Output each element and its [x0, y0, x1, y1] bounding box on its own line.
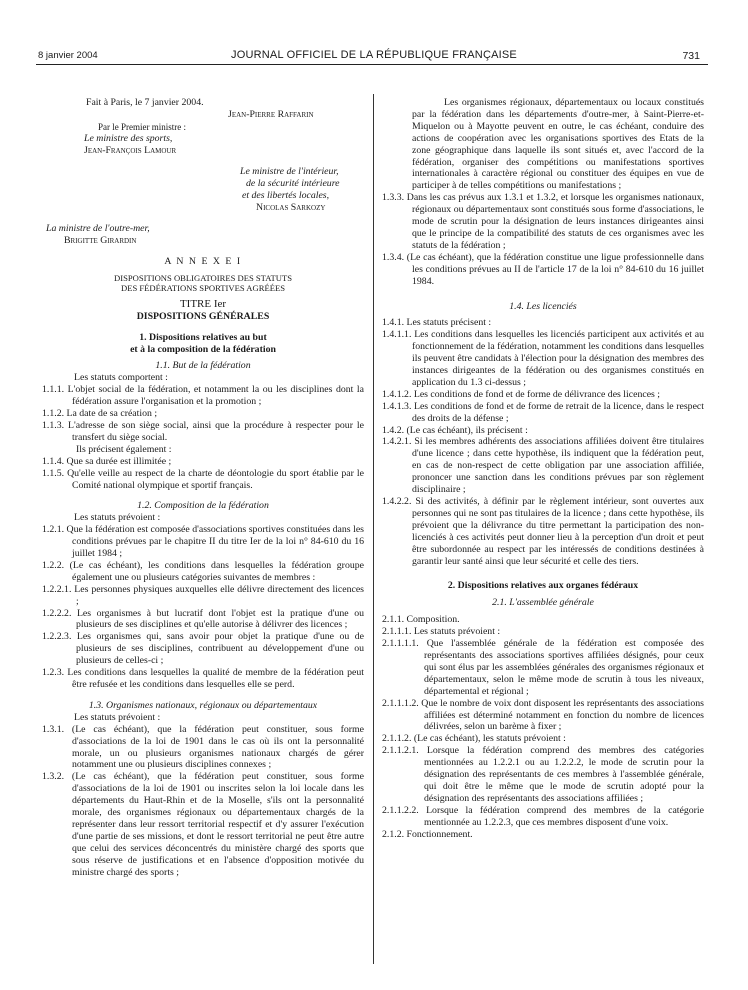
- section-1-1-intro: Les statuts comportent :: [74, 372, 168, 384]
- titre-subtitle: DISPOSITIONS GÉNÉRALES: [136, 310, 270, 322]
- section-1-2-title: 1.2. Composition de la fédération: [137, 500, 269, 512]
- article-1-1-5: 1.1.5. Qu'elle veille au respect de la charte de déontologie du sport établie par le Comité national olympique et sportif français.: [42, 467, 364, 491]
- article-1-4-1-3: 1.4.1.3. Les conditions de fond et de forme de retrait de la licence, dans le respect des droits de la défense ;: [382, 400, 704, 424]
- section-1-1-title: 1.1. But de la fédération: [155, 360, 251, 372]
- left-column: [42, 97, 364, 879]
- column-divider: [373, 94, 374, 964]
- minister-interior-name: Nicolas Sarkozy: [256, 201, 326, 213]
- journal-title: JOURNAL OFFICIEL DE LA RÉPUBLIQUE FRANÇAISE: [231, 49, 517, 61]
- titre-heading: TITRE Ier: [179, 297, 227, 310]
- par-premier-ministre: Par le Premier ministre :: [98, 121, 186, 132]
- minister-interior-title-1: Le ministre de l'intérieur,: [240, 165, 339, 177]
- article-1-4-1: 1.4.1. Les statuts précisent :: [382, 317, 492, 329]
- section-1-1-intro-2: Ils précisent également :: [76, 443, 172, 455]
- article-1-1-1: 1.1.1. L'objet social de la fédération, et notamment la ou les disciplines dont la fédération assure l'organisation et la promotion ;: [42, 384, 364, 408]
- section-1-title-line1: 1. Dispositions relatives au but: [139, 331, 267, 343]
- section-2-title: 2. Dispositions relatives aux organes fédéraux: [447, 580, 639, 592]
- minister-interior-title-2: de la sécurité intérieure: [246, 177, 340, 189]
- section-2-1-title: 2.1. L'assemblée générale: [492, 597, 594, 609]
- section-1-title-line2: et à la composition de la fédération: [130, 343, 276, 355]
- article-1-2-2-2: 1.2.2.2. Les organismes à but lucratif dont l'objet est la pratique d'une ou plusieurs de ses disciplines et qu'elle autorise à délivrer des licences ;: [42, 607, 364, 631]
- article-2-1-1: 2.1.1. Composition.: [382, 614, 460, 626]
- article-1-4-1-2: 1.4.1.2. Les conditions de fond et de forme de délivrance des licences ;: [382, 388, 661, 400]
- page-number: 731: [682, 50, 700, 62]
- article-1-1-4: 1.1.4. Que sa durée est illimitée ;: [42, 455, 172, 467]
- signature-date: Fait à Paris, le 7 janvier 2004.: [86, 97, 204, 108]
- article-1-3-3: 1.3.3. Dans les cas prévus aux 1.3.1 et 1.3.2, et lorsque les organismes nationaux, régionaux ou départementaux sont constitués sous forme d'associations, le mode de scrutin pour la désignation de leurs instances dirigeantes ainsi que le principe de la compatibilité des statuts de ces organismes avec les statuts de la fédération ;: [382, 192, 704, 251]
- section-1-3-title: 1.3. Organismes nationaux, régionaux ou départementaux: [88, 699, 318, 711]
- section-1-3-intro: Les statuts prévoient :: [74, 711, 161, 723]
- annexe-subtitle-1: DISPOSITIONS OBLIGATOIRES DES STATUTS: [114, 272, 292, 283]
- article-1-4-2: 1.4.2. (Le cas échéant), ils précisent :: [382, 424, 528, 436]
- minister-outremer-name: Brigitte Girardin: [64, 234, 137, 246]
- article-1-3-2: 1.3.2. (Le cas échéant), que la fédération peut constituer, sous forme d'associations de la loi de 1901 ou inscrites selon la loi locale dans les départements du Haut-Rhin et de la Moselle, s'ils ont la personnalité morale, des organismes régionaux ou départementaux chargés de la représenter dans leur ressort territorial respectif et d'y assurer l'exécution d'une partie de ses missions, et dont le ressort territorial ne peut être autre que celui des services déconcentrés du ministère chargé des sports que sous réserve de justifications et en l'absence d'opposition motivée du ministre chargé des sports ;: [42, 771, 364, 878]
- minister-sports-name: Jean-François Lamour: [84, 144, 177, 156]
- article-2-1-1-2-2: 2.1.1.2.2. Lorsque la fédération comprend des membres de la catégorie mentionnée au 1.2.2.3, que ces membres disposent d'une voix.: [382, 804, 704, 828]
- article-1-2-2-3: 1.2.2.3. Les organismes qui, sans avoir pour objet la pratique d'une ou de plusieurs de ses disciplines, contribuent au développement d'une ou plusieurs de celles-ci ;: [42, 631, 364, 667]
- pm-name: Jean-Pierre Raffarin: [228, 108, 314, 120]
- article-1-4-2-1: 1.4.2.1. Si les membres adhérents des associations affiliées doivent être titulaires d'une licence ; dans cette hypothèse, ils indiquent que la fédération peut, en cas de non-respect de cette obligation par une association affiliée, prononcer une sanction dans les conditions prévues par son règlement disciplinaire ;: [382, 436, 704, 496]
- article-1-1-2: 1.1.2. La date de sa création ;: [42, 408, 158, 420]
- right-column: [382, 97, 704, 840]
- annexe-heading: A N N E X E I: [164, 255, 242, 267]
- minister-interior-title-3: et des libertés locales,: [242, 189, 330, 201]
- article-1-2-2-1: 1.2.2.1. Les personnes physiques auxquelles elle délivre directement des licences ;: [42, 583, 364, 607]
- article-1-2-3: 1.2.3. Les conditions dans lesquelles la qualité de membre de la fédération peut être refusée et les conditions dans lesquelles elle se perd.: [42, 667, 364, 690]
- header-rule: [36, 64, 708, 65]
- article-2-1-1-2-1: 2.1.1.2.1. Lorsque la fédération comprend des membres des catégories mentionnées au 1.2.2.1 ou au 1.2.2.2, le mode de scrutin pour la désignation des représentants de ces membres à l'assemblée générale, qui doit être le même que le mode de scrutin adopté pour la désignation des représentants des associations affiliées ;: [382, 745, 704, 804]
- annexe-subtitle-2: DES FÉDÉRATIONS SPORTIVES AGRÉÉES: [121, 283, 285, 294]
- minister-outremer-title: La ministre de l'outre-mer,: [46, 222, 150, 234]
- article-2-1-1-2: 2.1.1.2. (Le cas échéant), les statuts prévoient :: [382, 733, 566, 745]
- article-2-1-1-1-2: 2.1.1.1.2. Que le nombre de voix dont disposent les représentants des associations affiliées est déterminé notamment en fonction du nombre de licences délivrées, selon un barème à fixer ;: [382, 697, 704, 733]
- article-1-3-2-continued: Les organismes régionaux, départementaux ou locaux constitués par la fédération dans les départements d'outre-mer, à Saint-Pierre-et-Miquelon ou à Mayotte peuvent en outre, le cas échéant, conduire des actions de coopération avec les organisations sportives des Etats de la zone géographique dans laquelle ils sont situés et, avec l'accord de la fédération, organiser des compétitions ou manifestations sportives internationales à caractère régional ou constituer des équipes en vue de participer à de telles compétitions ou manifestations ;: [412, 97, 704, 192]
- minister-sports-title: Le ministre des sports,: [84, 132, 173, 144]
- article-1-3-4: 1.3.4. (Le cas échéant), que la fédération constitue une ligue professionnelle dans les conditions prévues au II de l'article 17 de la loi n° 84-610 du 16 juillet 1984.: [382, 251, 704, 287]
- article-1-2-1: 1.2.1. Que la fédération est composée d'associations sportives constituées dans les conditions prévues par le chapitre II du titre Ier de la loi n° 84-610 du 16 juillet 1984 ;: [42, 524, 364, 560]
- section-1-4-title: 1.4. Les licenciés: [509, 300, 577, 312]
- article-2-1-1-1-1: 2.1.1.1.1. Que l'assemblée générale de la fédération est composée des représentants des associations sportives affiliées désignés, pour ceux qui sont élus par les assemblées générales des organismes régionaux et départementaux, selon le même mode de scrutin à tous les niveaux, départemental et régional ;: [382, 638, 704, 697]
- article-1-3-1: 1.3.1. (Le cas échéant), que la fédération peut constituer, sous forme d'associations de la loi de 1901 dans le cas où ils ont la personnalité morale, un ou plusieurs organismes nationaux chargés de gérer notamment une ou plusieurs disciplines connexes ;: [42, 723, 364, 771]
- article-1-4-1-1: 1.4.1.1. Les conditions dans lesquelles les licenciés participent aux activités et au fonctionnement de la fédération, notamment les conditions dans lesquelles ils peuvent être candidats à l'élection pour la désignation des membres des instances dirigeantes de la fédération ou des organismes constitués en application du 1.3 ci-dessus ;: [382, 329, 704, 388]
- article-1-1-3: 1.1.3. L'adresse de son siège social, ainsi que la procédure à respecter pour le transfert du siège social.: [42, 419, 364, 443]
- article-2-1-2: 2.1.2. Fonctionnement.: [382, 828, 473, 840]
- page-header: [0, 0, 748, 68]
- article-1-2-2: 1.2.2. (Le cas échéant), les conditions dans lesquelles la fédération groupe également une ou plusieurs catégories suivantes de membres :: [42, 559, 364, 583]
- article-1-4-2-2: 1.4.2.2. Si des activités, à définir par le règlement intérieur, sont ouvertes aux personnes qui ne sont pas titulaires de la licence ; dans cette hypothèse, ils prévoient que la délivrance du titre permettant la participation des non-licenciés à ces activités peut donner lieu à la perception d'un droit et peut être subordonnée au respect par les intéressés de conditions destinées à garantir leur santé ainsi que leur sécurité et celle des tiers.: [382, 496, 704, 567]
- article-2-1-1-1: 2.1.1.1. Les statuts prévoient :: [382, 626, 501, 638]
- section-1-2-intro: Les statuts prévoient :: [74, 512, 161, 524]
- header-date: 8 janvier 2004: [38, 50, 98, 61]
